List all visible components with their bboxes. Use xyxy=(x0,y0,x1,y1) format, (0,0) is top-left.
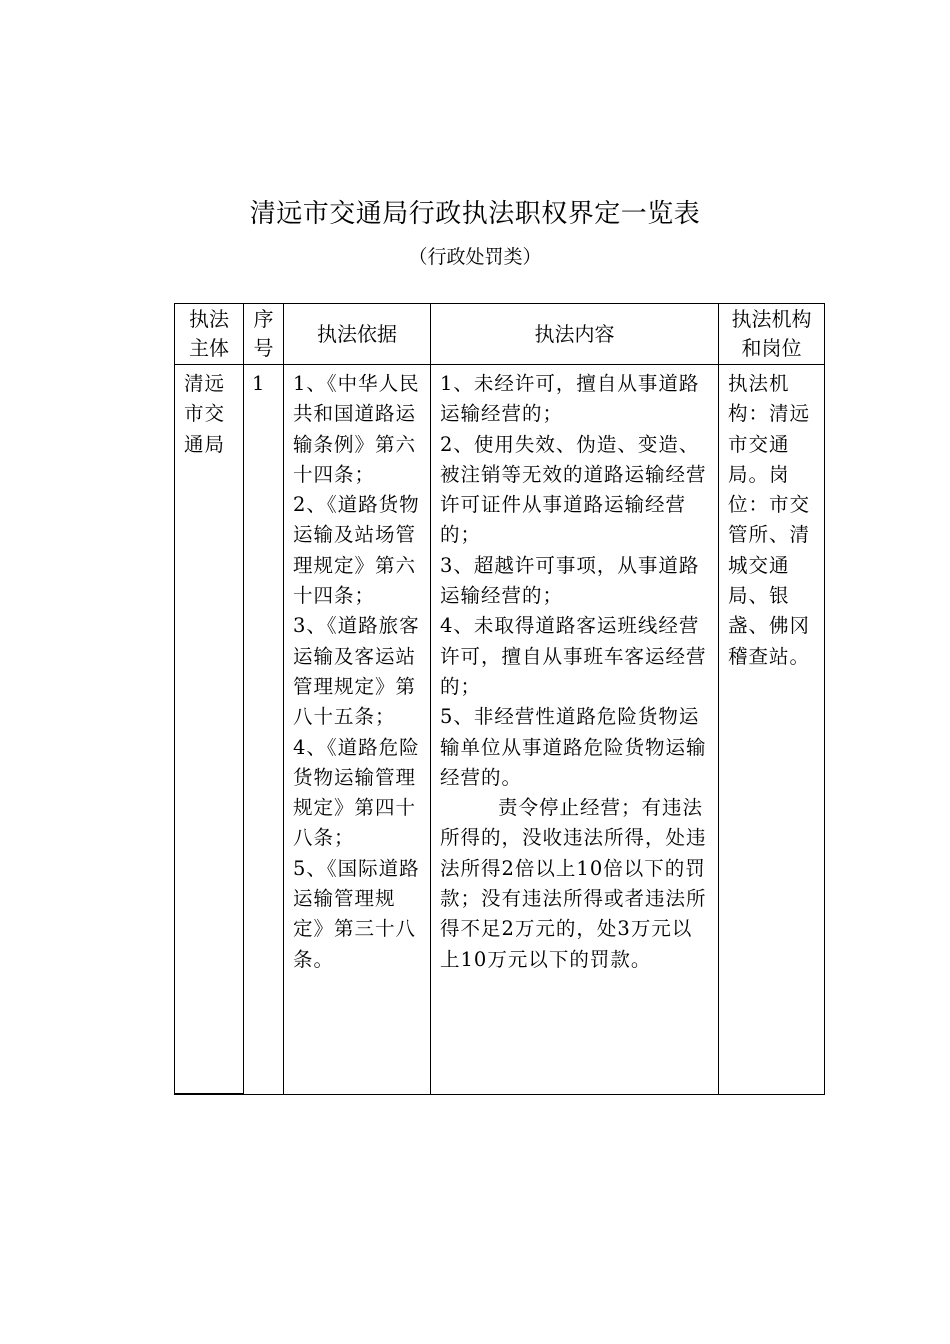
content-item: 3、超越许可事项，从事道路运输经营的； xyxy=(440,553,700,608)
table-bottom-rule xyxy=(174,1093,243,1095)
cell-content xyxy=(431,365,719,1095)
basis-item: 5、《国际道路运输管理规定》第三十八条。 xyxy=(293,856,420,971)
content-item: 4、未取得道路客运班线经营许可，擅自从事班车客运经营的； xyxy=(440,614,707,698)
subject-text: 清远市交通局 xyxy=(184,372,226,456)
header-subject xyxy=(175,304,244,365)
org-text: 执法机构：清远市交通局。岗位：市交管所、清城交通局、银盏、佛冈稽查站。 xyxy=(728,372,811,668)
header-org-line-2: 和岗位 xyxy=(741,336,802,360)
page-subtitle: （行政处罚类） xyxy=(408,246,542,268)
content-list xyxy=(431,365,718,975)
header-org xyxy=(719,304,825,365)
header-seq xyxy=(244,304,284,365)
header-subject-line-1: 执法 xyxy=(189,307,229,331)
header-org-line-1: 执法机构 xyxy=(731,307,812,331)
cell-seq xyxy=(244,365,284,1095)
penalty-text-body: 责令停止经营；有违法所得的，没收违法所得，处违法所得2倍以上10倍以下的罚款；没有违法所得或者违法所得不足2万元的，处3万元以上10万元以下的罚款。 xyxy=(440,796,707,971)
cell-basis xyxy=(284,365,431,1095)
basis-item: 1、《中华人民共和国道路运输条例》第六十四条； xyxy=(293,372,420,486)
content-item: 5、非经营性道路危险货物运输单位从事道路危险货物运输经营的。 xyxy=(440,705,707,789)
header-content: 执法内容 xyxy=(431,304,719,365)
basis-item: 2、《道路货物运输及站场管理规定》第六十四条； xyxy=(293,493,420,608)
enforcement-table xyxy=(174,303,825,1095)
cell-subject xyxy=(175,365,244,1095)
content-item: 1、未经许可，擅自从事道路运输经营的； xyxy=(440,372,700,426)
basis-list xyxy=(284,365,430,975)
basis-item: 4、《道路危险货物运输管理规定》第四十八条； xyxy=(293,735,420,850)
penalty-text xyxy=(440,793,712,975)
table-row xyxy=(175,365,825,1095)
content-item: 2、使用失效、伪造、变造、被注销等无效的道路运输经营许可证件从事道路运输经营的； xyxy=(440,432,707,547)
header-subject-line-2: 主体 xyxy=(189,336,229,360)
header-seq-line-2: 号 xyxy=(253,336,274,360)
cell-org xyxy=(719,365,825,1095)
header-basis: 执法依据 xyxy=(284,304,431,365)
page-title: 清远市交通局行政执法职权界定一览表 xyxy=(249,199,701,229)
basis-item: 3、《道路旅客运输及客运站管理规定》第八十五条； xyxy=(293,614,420,729)
table-header-row xyxy=(175,304,825,365)
header-seq-line-1: 序 xyxy=(253,307,274,331)
seq-text: 1 xyxy=(252,372,266,395)
